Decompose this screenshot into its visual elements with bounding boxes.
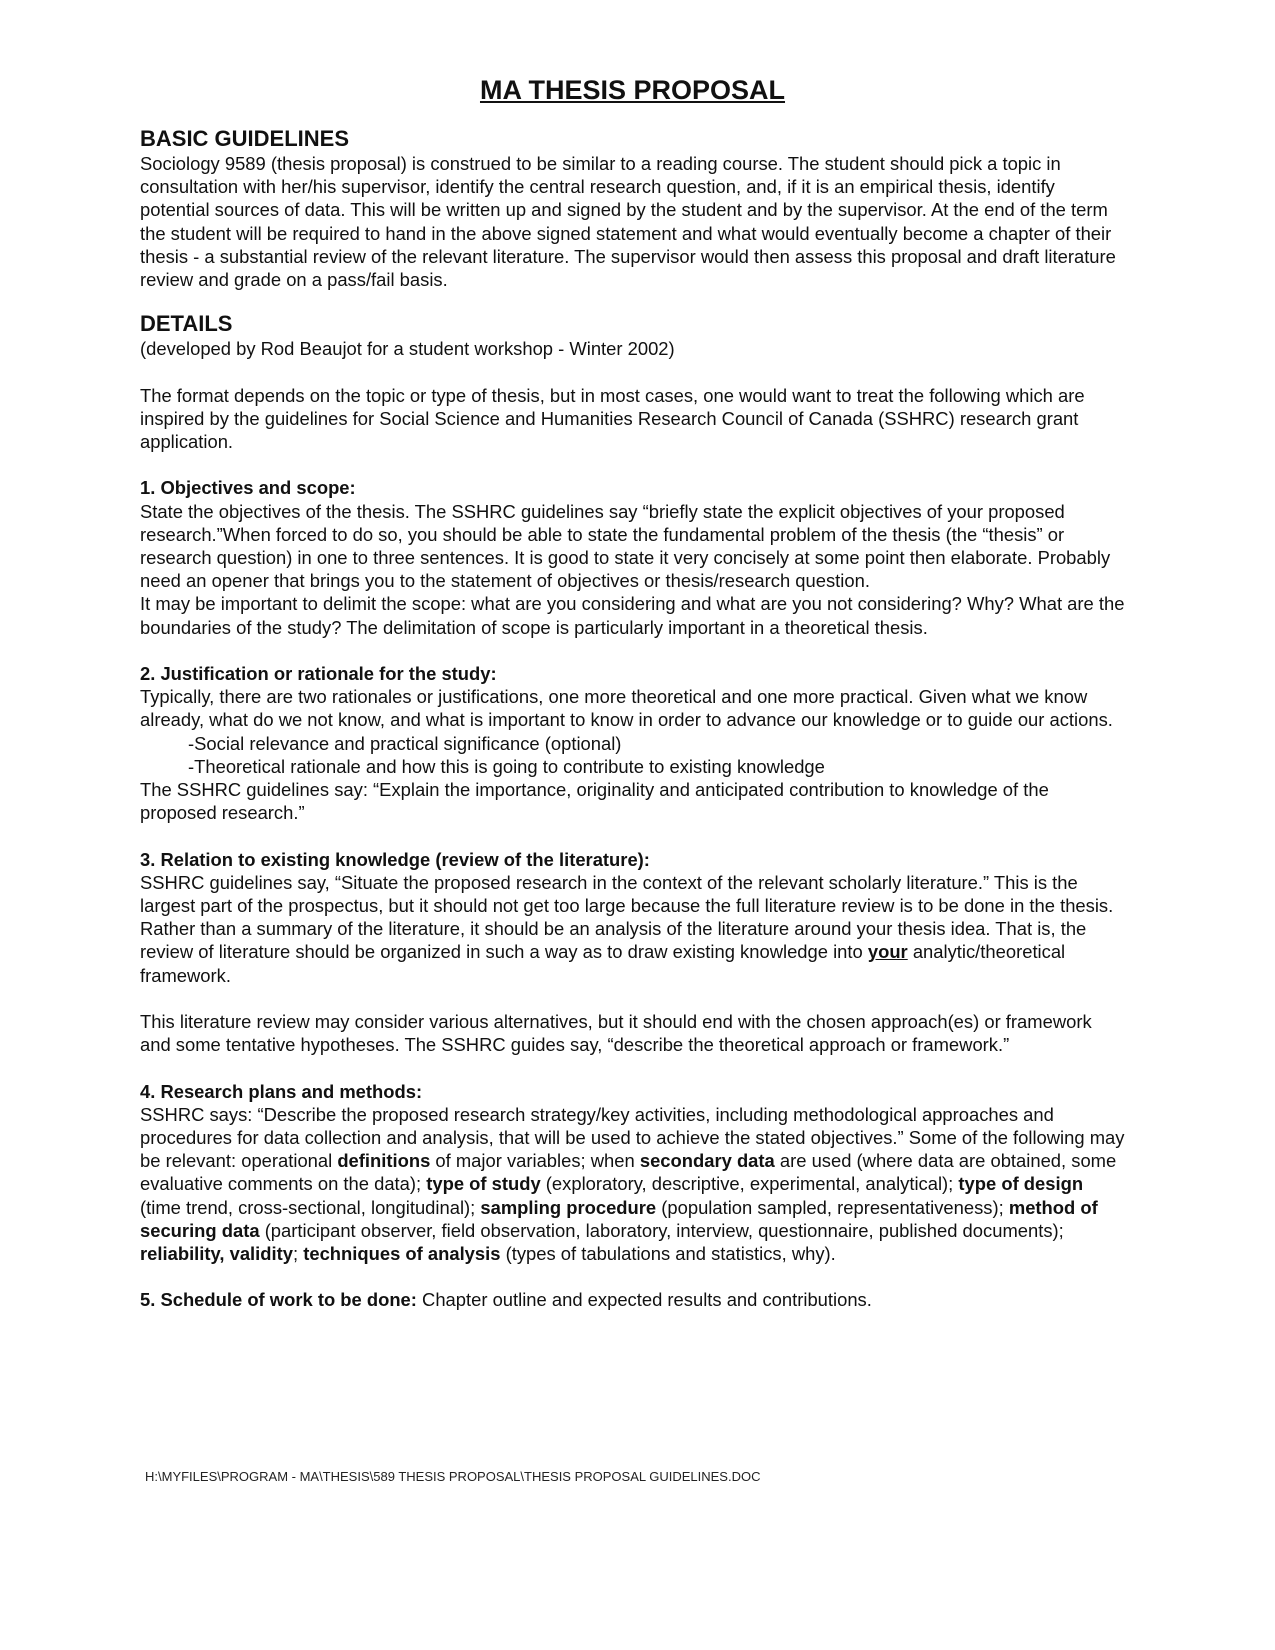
file-path-footer: H:\MYFILES\PROGRAM - MA\THESIS\589 THESIS PROPOSAL\THESIS PROPOSAL GUIDELINES.DOC xyxy=(145,1469,761,1484)
basic-guidelines-text: Sociology 9589 (thesis proposal) is construed to be similar to a reading course. The student should pick a topic in consultation with her/his supervisor, identify the central research question, and, if it is an empirical thesis, identify potential sources of data. This will be written up and signed by the student and by the supervisor. At the end of the term the student will be required to hand in the above signed statement and what would eventually become a chapter of their thesis - a substantial review of the relevant literature. The supervisor would then assess this proposal and draft literature review and grade on a pass/fail basis. xyxy=(140,153,1116,291)
section-2-heading: 2. Justification or rationale for the study: xyxy=(140,663,497,685)
section-2-list-item: -Social relevance and practical significance (optional) xyxy=(188,732,622,754)
page-title: MA THESIS PROPOSAL xyxy=(479,75,786,105)
section-3-heading: 3. Relation to existing knowledge (review of the literature): xyxy=(140,848,650,870)
section-1-heading: 1. Objectives and scope: xyxy=(140,477,356,499)
section-5 xyxy=(140,1288,1125,1311)
section-1-paragraph-1: State the objectives of the thesis. The SSHRC guidelines say “briefly state the explicit objectives of your proposed research.”When forced to do so, you should be able to state the fundamental problem of the thesis (the “thesis” or research question) in one to three sentences. It is good to state it very concisely at some point then elaborate. Probably need an opener that brings you to the statement of objectives or thesis/research question. xyxy=(140,500,1111,592)
section-2-list-item: -Theoretical rationale and how this is going to contribute to existing knowledge xyxy=(188,755,825,777)
basic-guidelines-heading: BASIC GUIDELINES xyxy=(140,126,350,151)
section-2-paragraph-1: Typically, there are two rationales or justifications, one more theoretical and one more practical. Given what we know already, what do we not know, and what is important to know in order to advance our knowledge or to guide our actions. xyxy=(140,686,1113,731)
section-4-heading: 4. Research plans and methods: xyxy=(140,1080,423,1102)
details-intro: The format depends on the topic or type of thesis, but in most cases, one would want to treat the following which are inspired by the guidelines for Social Science and Humanities Research Council of Canada (SSHRC) research grant application. xyxy=(140,384,1085,453)
section-5-heading: 5. Schedule of work to be done: xyxy=(140,1289,417,1311)
section-1-paragraph-2: It may be important to delimit the scope: what are you considering and what are you not considering? Why? What are the boundaries of the study? The delimitation of scope is particularly important in a theoretical thesis. xyxy=(140,593,1125,638)
emphasis-your: your xyxy=(867,941,908,963)
section-3-paragraph-1: SSHRC guidelines say, “Situate the proposed research in the context of the relevant scholarly literature.” This is the largest part of the prospectus, but it should not get too large because the full literature review is to be done in the thesis. Rather than a summary of the literature, it should be an analysis of the literature around your thesis idea. That is, the review of literature should be organized in such a way as to draw existing knowledge into your analytic/theoretical framework. xyxy=(140,871,1114,986)
section-3-paragraph-2: This literature review may consider various alternatives, but it should end with the chosen approach(es) or framework and some tentative hypotheses. The SSHRC guides say, “describe the theoretical approach or framework.” xyxy=(140,1011,1092,1056)
document-page xyxy=(140,74,1125,1312)
section-2-paragraph-2: The SSHRC guidelines say: “Explain the importance, originality and anticipated contribution to knowledge of the proposed research.” xyxy=(140,779,1049,824)
details-heading: DETAILS xyxy=(140,311,233,337)
details-credit: (developed by Rod Beaujot for a student workshop - Winter 2002) xyxy=(140,338,675,360)
section-5-text: Chapter outline and expected results and contributions. xyxy=(416,1289,872,1311)
section-4-paragraph: SSHRC says: “Describe the proposed research strategy/key activities, including methodological approaches and procedures for data collection and analysis, that will be used to achieve the stated objectives.” Some of the following may be relevant: operational definitions of major variables; when secondary data are used (where data are obtained, some evaluative comments on the data); type of study (exploratory, descriptive, experimental, analytical); type of design (time trend, cross-sectional, longitudinal); sampling procedure (population sampled, representativeness); method of securing data (participant observer, field observation, laboratory, interview, questionnaire, published documents); reliability, validity; techniques of analysis (types of tabulations and statistics, why). xyxy=(140,1103,1125,1265)
